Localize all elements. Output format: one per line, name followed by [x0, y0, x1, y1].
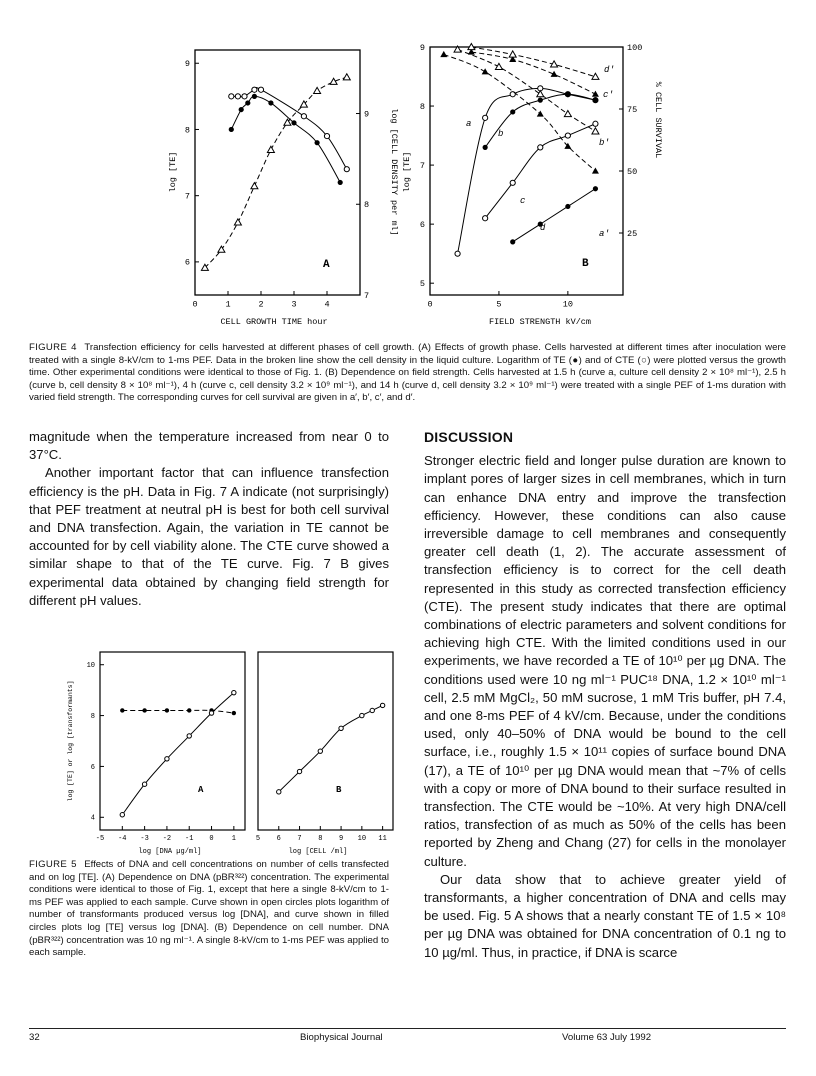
y-tick-label: 4	[90, 814, 95, 823]
x-tick-label: 8	[318, 835, 323, 843]
y-tick-label: 6	[90, 763, 95, 772]
y-tick-label: 6	[419, 219, 425, 230]
filled-triangle-point	[440, 51, 447, 57]
filled-circle-point	[229, 127, 234, 132]
x-axis-label: FIELD STRENGTH kV/cm	[488, 317, 592, 327]
filled-triangle-point	[482, 68, 489, 74]
x-tick-label: 5	[255, 835, 261, 843]
filled-circle-point	[565, 92, 570, 97]
x-tick-label: 2	[258, 299, 264, 310]
figure-5-caption	[29, 859, 389, 960]
open-triangle-point	[267, 146, 274, 152]
series-line	[444, 54, 596, 171]
filled-triangle-point	[537, 110, 544, 116]
filled-circle-point	[239, 107, 244, 112]
curve-label: d'	[604, 65, 615, 75]
x-tick-label: 4	[324, 299, 330, 310]
filled-circle-point	[565, 204, 570, 209]
x-tick-label: -5	[95, 835, 105, 843]
open-circle-point	[318, 749, 322, 753]
panel-label: B	[582, 258, 589, 270]
x-axis-label: log [CELL /ml]	[288, 848, 348, 855]
y-tick-label: 5	[419, 279, 425, 290]
series-line	[458, 88, 596, 253]
open-circle-point	[242, 94, 247, 99]
figure-4-panel-b	[402, 43, 663, 327]
open-triangle-point	[218, 246, 225, 252]
x-tick-label: 10	[562, 299, 573, 310]
figure-5-panel-b	[256, 652, 393, 855]
open-circle-point	[209, 711, 213, 715]
x-tick-label: 0	[427, 299, 433, 310]
y2-tick-label: 9	[364, 109, 370, 120]
open-circle-point	[344, 167, 349, 172]
right-column-text	[424, 428, 786, 962]
series-line	[231, 87, 346, 169]
open-triangle-point	[251, 183, 258, 189]
open-triangle-point	[592, 128, 599, 134]
figure-5-panel-a	[67, 652, 245, 855]
curve-label: c	[520, 196, 526, 206]
curve-label: b'	[599, 138, 610, 148]
open-circle-point	[301, 114, 306, 119]
section-heading: DISCUSSION	[424, 429, 514, 445]
filled-circle-point	[142, 708, 146, 712]
paragraph: Stronger electric field and longer pulse duration are known to implant pores of larger sizes in cell membranes, which in turn can enhance DNA entry and improve the transfection efficiency. However, these conditions can also cause irreversible damage to cell membranes and consequently greater cell death (1, 2). The accurate assessment of transfection efficiency is to correct for the cell death represented in this study as corrected transfection efficiency (CTE). The present study indicates that there are optimal combinations of electric parameters and solvent conditions for achieving high CTE. With the limited conditions used in our experiments, we have recorded a TE of 10¹⁰ per µg DNA. The conditions used were 10 ng ml⁻¹ PUC¹⁸ DNA, 1.2 × 10¹⁰ ml⁻¹ cell, 2.5 mM MgCl₂, 50 mM sucrose, 1 mM Tris buffer, pH 7.4, and one 8-ms PEF of 4 kV/cm. Because, under the conditions used, only 40–50% of DNA would be bound to the cell surface, i.e., roughly 1.5 × 10¹¹ copies of surface bound DNA (17), a TE of 10¹⁰ per µg DNA would mean that ~7% of cells with a copy or more of DNA bound to their surface resulted in transfection. The CTE would be ~10%. At very high DNA/cell ratios, transfection of as much as 50% of the cells has been reported by Zheng and Chang (27) for cells in the monolayer culture.	[424, 453, 786, 869]
figure-4-caption	[29, 342, 786, 405]
filled-circle-point	[593, 98, 598, 103]
x-tick-label: 9	[338, 835, 344, 843]
x-tick-label: 6	[276, 835, 281, 843]
open-circle-point	[252, 87, 257, 92]
x-axis-label: log [DNA µg/ml]	[138, 848, 202, 855]
filled-circle-point	[291, 120, 296, 125]
page-number: 32	[29, 1032, 40, 1043]
journal-name: Biophysical Journal	[300, 1032, 383, 1043]
open-circle-point	[232, 690, 236, 694]
y-tick-label: 10	[86, 662, 95, 671]
y-tick-label: 7	[184, 191, 190, 202]
y2-tick-label: 7	[364, 290, 370, 301]
filled-circle-point	[245, 100, 250, 105]
open-circle-point	[120, 813, 124, 817]
y-tick-label: 9	[184, 59, 190, 70]
open-circle-point	[235, 94, 240, 99]
series-line	[122, 710, 234, 713]
y-tick-label: 7	[419, 160, 425, 171]
footer-rule	[29, 1028, 786, 1029]
x-tick-label: 7	[297, 835, 302, 843]
open-triangle-point	[537, 91, 544, 97]
open-circle-point	[380, 703, 384, 707]
open-circle-point	[324, 133, 329, 138]
caption-text: Transfection efficiency for cells harvested at different phases of cell growth. (A) Effects of growth phase. Cells harvested at different times after inoculation were treated with a single 8-kV/cm to 1-ms PEF. Data in the broken line show the cell density in the liquid culture. Logarithm of TE (●) and of CTE (○) were plotted versus the growth time. Other experimental conditions were identical to those of Fig. 1. (B) Dependence on field strength. Cells harvested at 1.5 h (curve a, culture cell density 2 × 10⁸ ml⁻¹), 2.5 h (curve b, cell density 8 × 10⁸ ml⁻¹), 4 h (curve c, cell density 3.2 × 10⁹ ml⁻¹), and 14 h (curve d, cell density 3.2 × 10⁹ ml⁻¹) were treated with a single PEF of 1-ms duration with varied field strength. The corresponding curves for cell survival are given in a′, b′, c′, and d′.	[29, 342, 786, 404]
open-circle-point	[565, 133, 570, 138]
open-circle-point	[360, 713, 364, 717]
caption-text: Effects of DNA and cell concentrations on number of cells transfected and on log [TE]. (A) Dependence on DNA (pBR³²²) concentration. The experimental conditions were identical to those of Fig. 1, except that here a single 8-kV/cm to 1-ms PEF was applied to each sample. Curve shown in open circles plots logarithm of number of transformants produced versus log [DNA], and curve shown in filled circles plots log [TE] versus log [DNA]. (B) Dependence on cell number. DNA (pBR³²²) concentration was 10 ng ml⁻¹. A single 8-kV/cm to 1-ms PEF was applied to each sample.	[29, 859, 389, 959]
y2-axis-label: log [CELL DENSITY per ml]	[389, 108, 399, 236]
y2-tick-label: 8	[364, 200, 370, 211]
curve-label: b	[498, 129, 504, 139]
figure-4-panel-a	[168, 50, 399, 327]
x-axis-label: CELL GROWTH TIME hour	[220, 317, 328, 327]
open-circle-point	[277, 790, 281, 794]
y-tick-label: 9	[419, 42, 425, 53]
filled-circle-point	[315, 140, 320, 145]
x-tick-label: -1	[185, 835, 194, 843]
open-triangle-point	[314, 87, 321, 93]
y-tick-label: 6	[184, 257, 190, 268]
open-circle-point	[455, 251, 460, 256]
x-tick-label: 3	[291, 299, 297, 310]
open-circle-point	[370, 708, 374, 712]
open-circle-point	[229, 94, 234, 99]
open-triangle-point	[343, 74, 350, 80]
series-line	[205, 77, 347, 268]
open-triangle-point	[234, 219, 241, 225]
figure-5	[0, 640, 410, 855]
curve-label: a'	[599, 229, 610, 239]
plot-frame	[258, 652, 393, 830]
x-tick-label: 10	[357, 835, 367, 843]
y-tick-label: 8	[419, 101, 425, 112]
y-tick-label: 8	[184, 125, 190, 136]
open-triangle-point	[509, 51, 516, 57]
y2-tick-label: 25	[627, 228, 638, 239]
y-tick-label: 8	[90, 712, 95, 721]
curve-label: d	[540, 223, 546, 233]
open-circle-point	[297, 769, 301, 773]
x-tick-label: -3	[140, 835, 149, 843]
open-circle-point	[510, 180, 515, 185]
x-tick-label: 0	[192, 299, 198, 310]
x-tick-label: 1	[225, 299, 231, 310]
filled-circle-point	[510, 239, 515, 244]
x-tick-label: 1	[231, 835, 236, 843]
y2-tick-label: 100	[627, 42, 643, 53]
paragraph: magnitude when the temperature increased from near 0 to 37°C.	[29, 429, 389, 463]
y-axis-label: log [TE]	[402, 151, 412, 193]
paragraph: Another important factor that can influence transfection efficiency is the pH. Data in Fig. 7 A indicate (not surprisingly) that PEF treatment at neutral pH is best for both cell survival and DNA transfection. Again, the variation in TE cannot be accounted for by cell viability alone. The CTE curve showed a similar shape to that of the TE curve. Fig. 7 B gives experimental data obtained by changing field strength for different pH values.	[29, 465, 389, 608]
filled-circle-point	[510, 109, 515, 114]
filled-circle-point	[268, 100, 273, 105]
series-line	[279, 705, 383, 791]
filled-circle-point	[165, 708, 169, 712]
panel-label: A	[323, 259, 330, 271]
x-tick-label: -2	[162, 835, 172, 843]
open-circle-point	[165, 757, 169, 761]
filled-circle-point	[232, 711, 236, 715]
filled-triangle-point	[592, 91, 599, 97]
series-line	[471, 52, 595, 94]
open-circle-point	[593, 121, 598, 126]
series-line	[122, 693, 234, 815]
filled-triangle-point	[592, 167, 599, 173]
x-tick-label: 5	[496, 299, 502, 310]
filled-circle-point	[483, 145, 488, 150]
x-tick-label: 0	[209, 835, 214, 843]
y-axis-label: log [TE] or log [transformants]	[67, 680, 74, 802]
open-triangle-point	[495, 63, 502, 69]
y2-axis-label: % CELL SURVIVAL	[653, 81, 663, 159]
filled-circle-point	[187, 708, 191, 712]
x-tick-label: -4	[118, 835, 127, 843]
filled-circle-point	[593, 186, 598, 191]
filled-circle-point	[338, 180, 343, 185]
filled-triangle-point	[551, 71, 558, 77]
journal-volume: Volume 63 July 1992	[562, 1032, 652, 1043]
open-circle-point	[483, 115, 488, 120]
filled-circle-point	[538, 98, 543, 103]
y-axis-label: log [TE]	[168, 151, 178, 193]
open-circle-point	[339, 726, 343, 730]
open-triangle-point	[592, 73, 599, 79]
panel-label: A	[198, 785, 204, 795]
series-line	[458, 49, 596, 131]
plot-frame	[100, 652, 245, 830]
open-circle-point	[483, 216, 488, 221]
x-tick-label: 11	[378, 835, 387, 843]
open-circle-point	[142, 782, 146, 786]
open-triangle-point	[564, 110, 571, 116]
panel-label: B	[336, 785, 342, 795]
filled-circle-point	[120, 708, 124, 712]
y2-tick-label: 50	[627, 166, 638, 177]
left-column-text	[29, 428, 389, 610]
curve-label: a	[466, 119, 472, 129]
open-circle-point	[258, 87, 263, 92]
figure-4	[0, 0, 816, 340]
curve-label: c'	[603, 90, 614, 100]
open-triangle-point	[330, 78, 337, 84]
y2-tick-label: 75	[627, 104, 638, 115]
caption-label: FIGURE 4	[29, 342, 77, 353]
series-line	[231, 96, 340, 182]
series-line	[471, 47, 595, 77]
open-circle-point	[538, 145, 543, 150]
filled-circle-point	[252, 94, 257, 99]
open-circle-point	[187, 734, 191, 738]
paragraph: Our data show that to achieve greater yield of transformants, a higher concentration of DNA and cells may be used. Fig. 5 A shows that a nearly constant TE of 1.5 × 10⁸ per µg DNA was obtained for DNA concentration of 0.1 ng to 10 µg/ml. Thus, in practice, if DNA is scarce	[424, 871, 786, 960]
caption-label: FIGURE 5	[29, 859, 77, 870]
